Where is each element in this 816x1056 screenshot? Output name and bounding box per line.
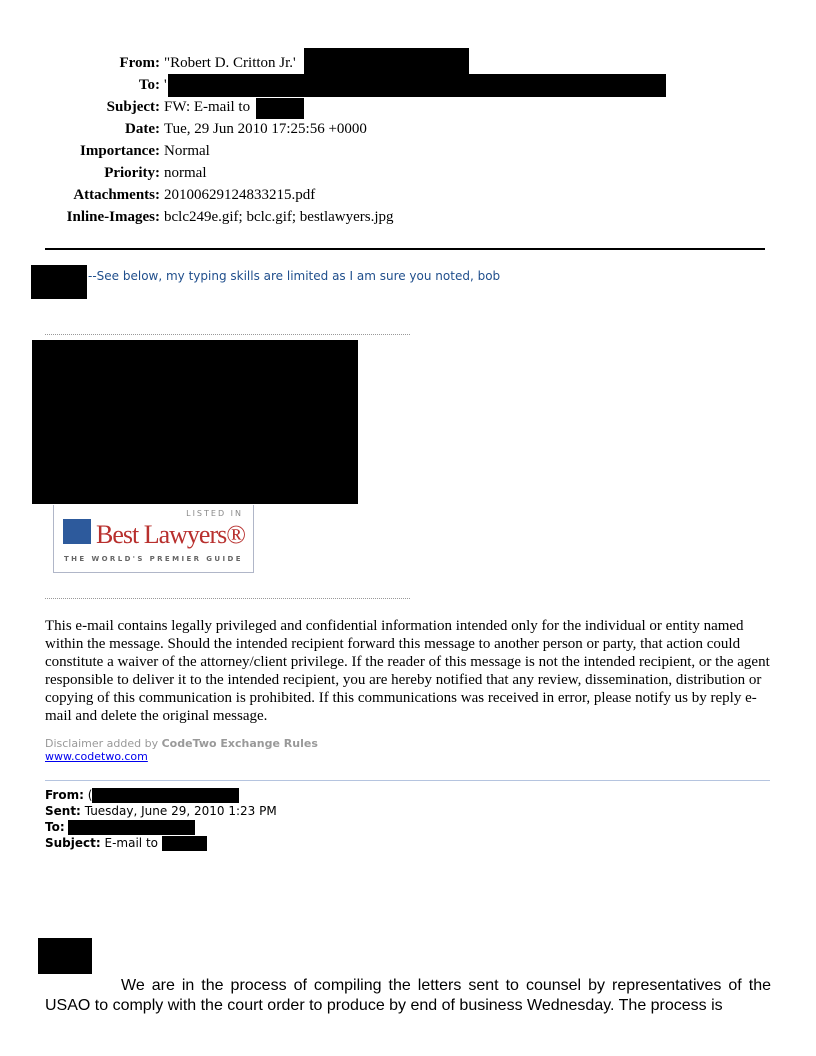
fwd-subject — [45, 835, 772, 851]
redaction — [38, 938, 92, 974]
disclaimer-and-forward-section — [45, 617, 772, 851]
codetwo-prefix: Disclaimer added by — [45, 737, 162, 750]
value: Normal — [164, 143, 210, 159]
redaction — [168, 74, 666, 97]
header-divider — [45, 248, 765, 250]
value: ' — [164, 77, 167, 93]
label: Inline-Images: — [66, 209, 160, 225]
value: normal — [164, 165, 207, 181]
value: Tuesday, June 29, 2010 1:23 PM — [84, 804, 277, 818]
codetwo-link[interactable]: www.codetwo.com — [45, 750, 148, 763]
value[interactable]: 20100629124833215.pdf — [164, 187, 316, 203]
best-lawyers-logo — [53, 505, 254, 573]
label: Subject: — [106, 99, 160, 115]
redaction — [68, 820, 195, 835]
logo-emblem-icon — [63, 519, 91, 544]
value: ( — [87, 788, 93, 802]
fwd-to — [45, 819, 772, 835]
logo-tagline: THE WORLD'S PREMIER GUIDE — [64, 555, 243, 563]
label: Attachments: — [73, 187, 160, 203]
header-importance — [0, 140, 800, 162]
label: Priority: — [104, 165, 160, 181]
redaction — [31, 265, 87, 299]
label: From: — [119, 55, 160, 71]
dotted-divider — [45, 334, 410, 335]
label: To: — [45, 820, 65, 834]
forward-divider — [45, 780, 770, 781]
forwarded-header — [45, 787, 772, 851]
reply-note: --See below, my typing skills are limited as I am sure you noted, bob — [88, 269, 501, 283]
fwd-sent — [45, 803, 772, 819]
value: "Robert D. Critton Jr.' — [164, 55, 296, 71]
label: To: — [138, 77, 160, 93]
redaction — [32, 340, 358, 504]
header-subject — [0, 96, 800, 118]
label: From: — [45, 788, 84, 802]
codetwo-brand: CodeTwo Exchange Rules — [161, 737, 318, 750]
fwd-from — [45, 787, 772, 803]
dotted-divider — [45, 598, 410, 599]
legal-disclaimer: This e-mail contains legally privileged and confidential information intended only for the individual or entity named within the message. Should the intended recipient forward this message to another person or party, that action could constitute a waiver of the attorney/client privilege. If the reader of this message is not the intended recipient, or the agent responsible to deliver it to the intended recipient, you are hereby notified that any review, dissemination, distribution or copying of this communication is prohibited. If this communications was received in error, please notify us by reply e-mail and delete the original message. — [45, 618, 770, 724]
codetwo-notice — [45, 737, 772, 750]
logo-listed: LISTED IN — [186, 509, 243, 518]
redaction — [162, 836, 207, 851]
label: Sent: — [45, 804, 81, 818]
value: E-mail to — [104, 836, 158, 850]
header-attachments — [0, 184, 800, 206]
header-inline-images — [0, 206, 800, 228]
redaction — [304, 48, 469, 74]
logo-name: Best Lawyers® — [96, 520, 245, 549]
label: Date: — [125, 121, 160, 137]
header-date — [0, 118, 800, 140]
value: FW: E-mail to — [164, 99, 251, 115]
message-body: We are in the process of compiling the letters sent to counsel by representatives of the USAO to comply with the court order to produce by end of business Wednesday. The process is — [45, 977, 771, 1014]
value: Tue, 29 Jun 2010 17:25:56 +0000 — [164, 121, 367, 137]
redaction — [92, 788, 239, 803]
redaction — [256, 98, 304, 119]
label: Subject: — [45, 836, 101, 850]
label: Importance: — [80, 143, 160, 159]
header-priority — [0, 162, 800, 184]
value: bclc249e.gif; bclc.gif; bestlawyers.jpg — [164, 209, 394, 225]
